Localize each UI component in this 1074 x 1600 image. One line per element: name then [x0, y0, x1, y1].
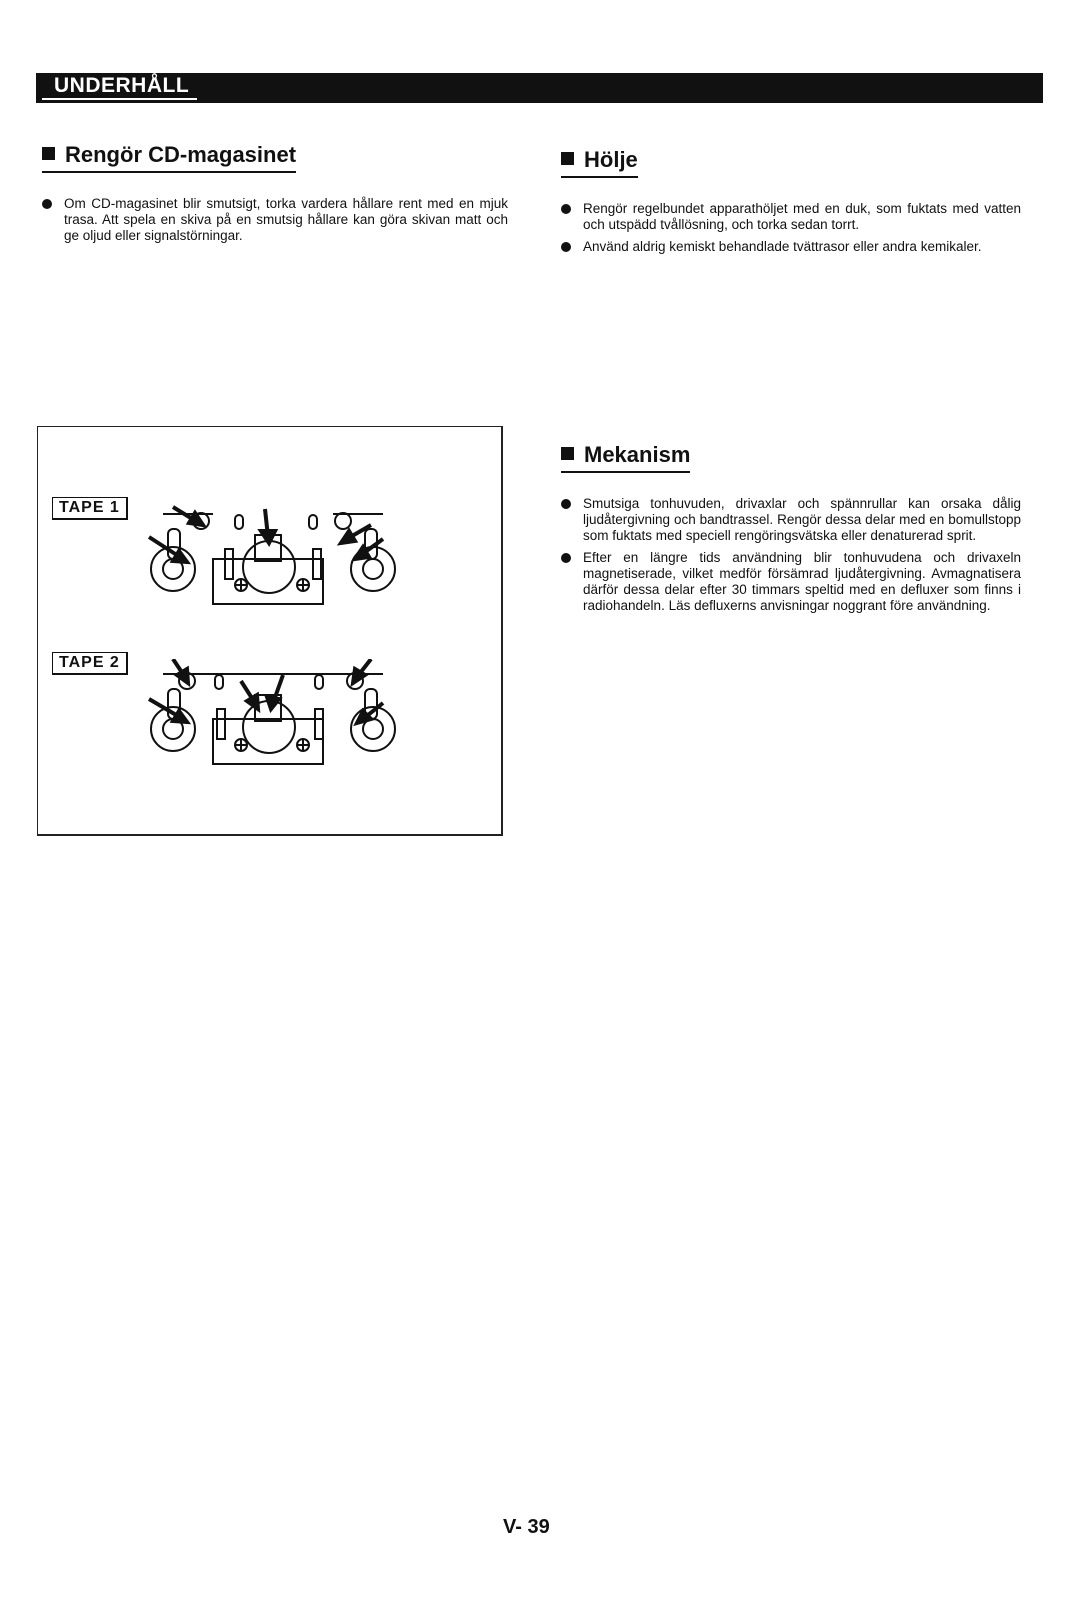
tape-deck-figure	[37, 426, 503, 836]
section-title-casing: Hölje	[561, 147, 638, 178]
list-item: Efter en längre tids användning blir tonhuvudena och drivaxeln magnetiserade, vilket medför försämrad ljudåtergivning. Avmagnatisera därför dessa delar efter 30 timmars speltid med en defluxer som finns i radiohandeln. Läs defluxerns anvisningar noggrant före användning.	[561, 550, 1021, 614]
square-bullet-icon	[42, 147, 55, 160]
tape-2-mechanism-illustration	[143, 659, 403, 769]
square-bullet-icon	[561, 152, 574, 165]
page-header-title: UNDERHÅLL	[42, 74, 197, 100]
list-item: Använd aldrig kemiskt behandlade tvättrasor eller andra kemikaler.	[561, 239, 1021, 255]
section-title-cd-magazine: Rengör CD-magasinet	[42, 142, 296, 173]
list-item: Smutsiga tonhuvuden, drivaxlar och spännrullar kan orsaka dålig ljudåtergivning och bandtrassel. Rengör dessa delar med en bomullstopp som fuktats med speciell rengöringsvätska eller denaturerad sprit.	[561, 496, 1021, 544]
mechanism-bullets	[561, 496, 1021, 620]
section-title-mechanism: Mekanism	[561, 442, 690, 473]
cd-magazine-bullets	[42, 196, 508, 250]
list-item: Rengör regelbundet apparathöljet med en duk, som fuktats med vatten och utspädd tvållösning, och torka sedan torrt.	[561, 201, 1021, 233]
tape-2-label: TAPE 2	[52, 652, 128, 675]
page-number: V- 39	[503, 1516, 550, 1538]
casing-bullets	[561, 201, 1021, 261]
tape-1-mechanism-illustration	[143, 499, 403, 609]
tape-1-label: TAPE 1	[52, 497, 128, 520]
list-item: Om CD-magasinet blir smutsigt, torka vardera hållare rent med en mjuk trasa. Att spela en skiva på en smutsig hållare kan göra skivan matt och ge oljud eller signalstörningar.	[42, 196, 508, 244]
square-bullet-icon	[561, 447, 574, 460]
